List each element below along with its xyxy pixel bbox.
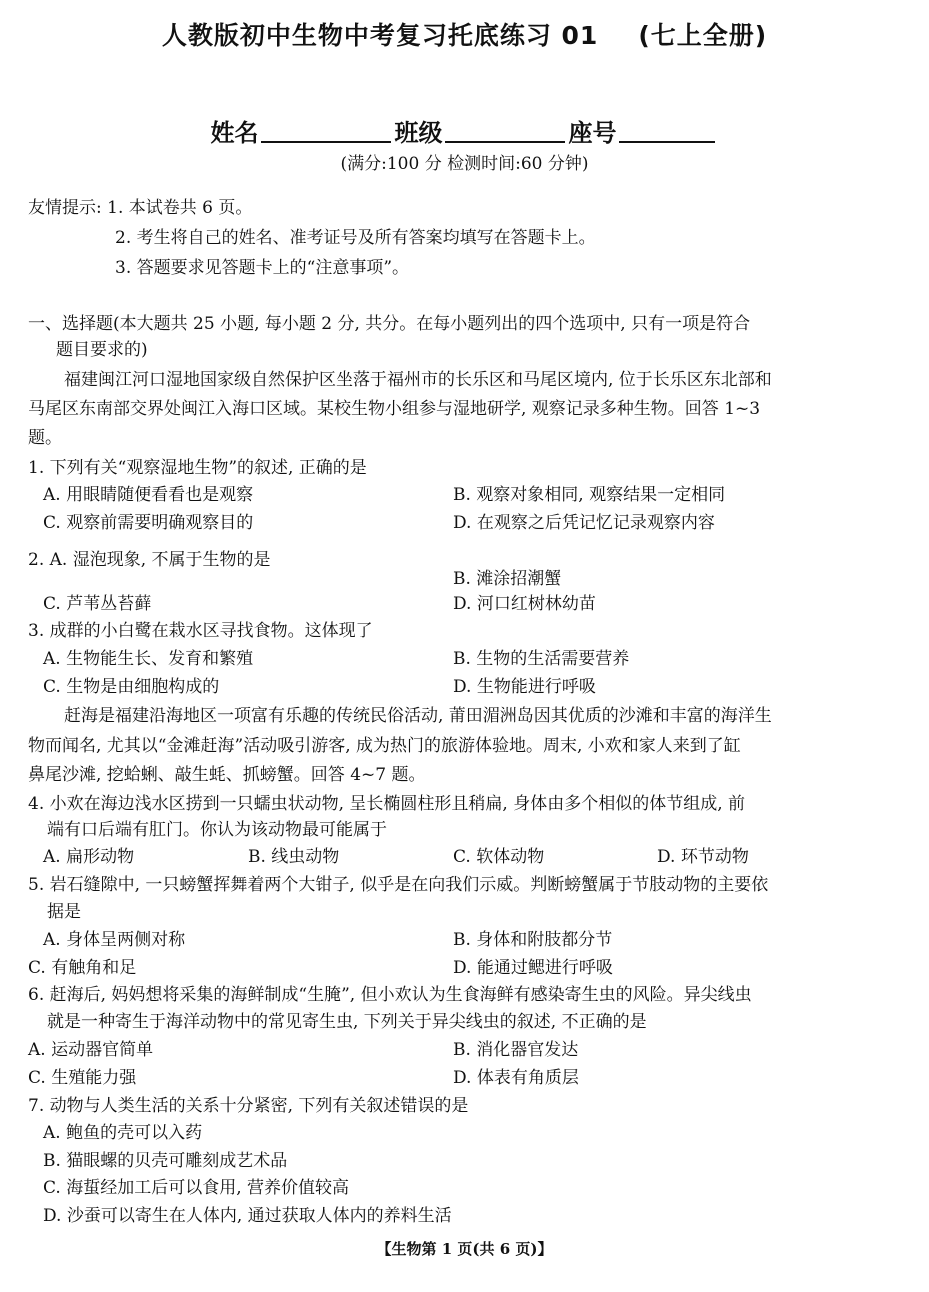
section-heading-cont: 题目要求的) [56,340,148,360]
q4-option-a: A. 扁形动物 [43,847,135,867]
q3-stem: 3. 成群的小白鹭在栽水区寻找食物。这体现了 [28,621,373,641]
q2-option-d: D. 河口红树林幼苗 [453,594,596,614]
q2-stem: 2. A. 湿泡现象, 不属于生物的是 [28,550,271,570]
q6-stem-cont: 就是一种寄生于海洋动物中的常见寄生虫, 下列关于异尖线虫的叙述, 不正确的是 [47,1012,647,1032]
score-time-info: (满分:100 分 检测时间:60 分钟) [340,154,589,174]
q7-stem: 7. 动物与人类生活的关系十分紧密, 下列有关叙述错误的是 [28,1096,469,1116]
tip-line-1: 友情提示: 1. 本试卷共 6 页。 [28,198,253,218]
q4-option-b: B. 线虫动物 [248,847,340,867]
title-main: 人教版初中生物中考复习托底练习 01 [161,21,599,50]
section-heading: 一、选择题(本大题共 25 小题, 每小题 2 分, 共分。在每小题列出的四个选项中, 只有一项是符合 [28,314,751,334]
title-subtitle: (七上全册) [638,21,768,50]
q7-option-c: C. 海蜇经加工后可以食用, 营养价值较高 [43,1178,350,1198]
page-footer: 【生物第 1 页(共 6 页)】 [376,1240,553,1258]
q4-stem-cont: 端有口后端有肛门。你认为该动物最可能属于 [47,820,387,840]
q5-option-d: D. 能通过鳃进行呼吸 [453,958,613,978]
q4-option-d: D. 环节动物 [657,847,749,867]
passage1-line3: 题。 [28,428,62,448]
seat-blank[interactable] [619,119,715,143]
q6-option-d: D. 体表有角质层 [453,1068,579,1088]
q6-option-a: A. 运动器官简单 [28,1040,154,1060]
q6-stem: 6. 赶海后, 妈妈想将采集的海鲜制成“生腌”, 但小欢认为生食海鲜有感染寄生虫的风险。异尖线虫 [28,985,752,1005]
passage2-line2: 物而闻名, 尤其以“金滩赶海”活动吸引游客, 成为热门的旅游体验地。周末, 小欢和家人来到了缸 [28,736,741,756]
passage2-line1: 赶海是福建沿海地区一项富有乐趣的传统民俗活动, 莆田湄洲岛因其优质的沙滩和丰富的海洋生 [64,706,772,726]
class-label: 班级 [394,119,443,147]
q5-stem: 5. 岩石缝隙中, 一只螃蟹挥舞着两个大钳子, 似乎是在向我们示威。判断螃蟹属于节肢动物的主要依 [28,875,769,895]
q1-option-a: A. 用眼睛随便看看也是观察 [43,485,254,505]
q7-option-d: D. 沙蚕可以寄生在人体内, 通过获取人体内的养料生活 [43,1206,452,1226]
passage2-line3: 鼻尾沙滩, 挖蛤蜊、敲生蚝、抓螃蟹。回答 4~7 题。 [28,765,426,785]
q7-option-a: A. 鲍鱼的壳可以入药 [43,1123,203,1143]
q1-stem: 1. 下列有关“观察湿地生物”的叙述, 正确的是 [28,458,367,478]
student-info-row [0,113,929,148]
q5-option-c: C. 有触角和足 [28,958,137,978]
q5-option-a: A. 身体呈两侧对称 [43,930,186,950]
q3-option-a: A. 生物能生长、发育和繁殖 [43,649,254,669]
q5-stem-cont: 据是 [47,902,81,922]
q6-option-c: C. 生殖能力强 [28,1068,137,1088]
name-label: 姓名 [210,119,259,147]
q2-option-b: B. 滩涂招潮蟹 [453,569,562,589]
class-blank[interactable] [445,119,565,143]
q3-option-c: C. 生物是由细胞构成的 [43,677,220,697]
q1-option-b: B. 观察对象相同, 观察结果一定相同 [453,485,726,505]
q4-stem: 4. 小欢在海边浅水区捞到一只蠕虫状动物, 呈长椭圆柱形且稍扁, 身体由多个相似的体节组成, 前 [28,794,746,814]
passage1-line2: 马尾区东南部交界处闽江入海口区域。某校生物小组参与湿地研学, 观察记录多种生物。回答 1~3 [28,399,761,419]
q4-option-c: C. 软体动物 [453,847,545,867]
q3-option-d: D. 生物能进行呼吸 [453,677,596,697]
q2-option-c: C. 芦苇丛苔藓 [43,594,152,614]
q1-option-d: D. 在观察之后凭记忆记录观察内容 [453,513,715,533]
q6-option-b: B. 消化器官发达 [453,1040,579,1060]
passage1-line1: 福建闽江河口湿地国家级自然保护区坐落于福州市的长乐区和马尾区境内, 位于长乐区东北部和 [64,370,772,390]
name-blank[interactable] [261,119,391,143]
page-title [0,16,929,52]
q5-option-b: B. 身体和附肢都分节 [453,930,613,950]
q3-option-b: B. 生物的生活需要营养 [453,649,630,669]
tip-line-2: 2. 考生将自己的姓名、准考证号及所有答案均填写在答题卡上。 [115,228,596,248]
seat-label: 座号 [568,119,617,147]
tip-line-3: 3. 答题要求见答题卡上的“注意事项”。 [115,258,410,278]
q1-option-c: C. 观察前需要明确观察目的 [43,513,254,533]
q7-option-b: B. 猫眼螺的贝壳可雕刻成艺术品 [43,1151,288,1171]
